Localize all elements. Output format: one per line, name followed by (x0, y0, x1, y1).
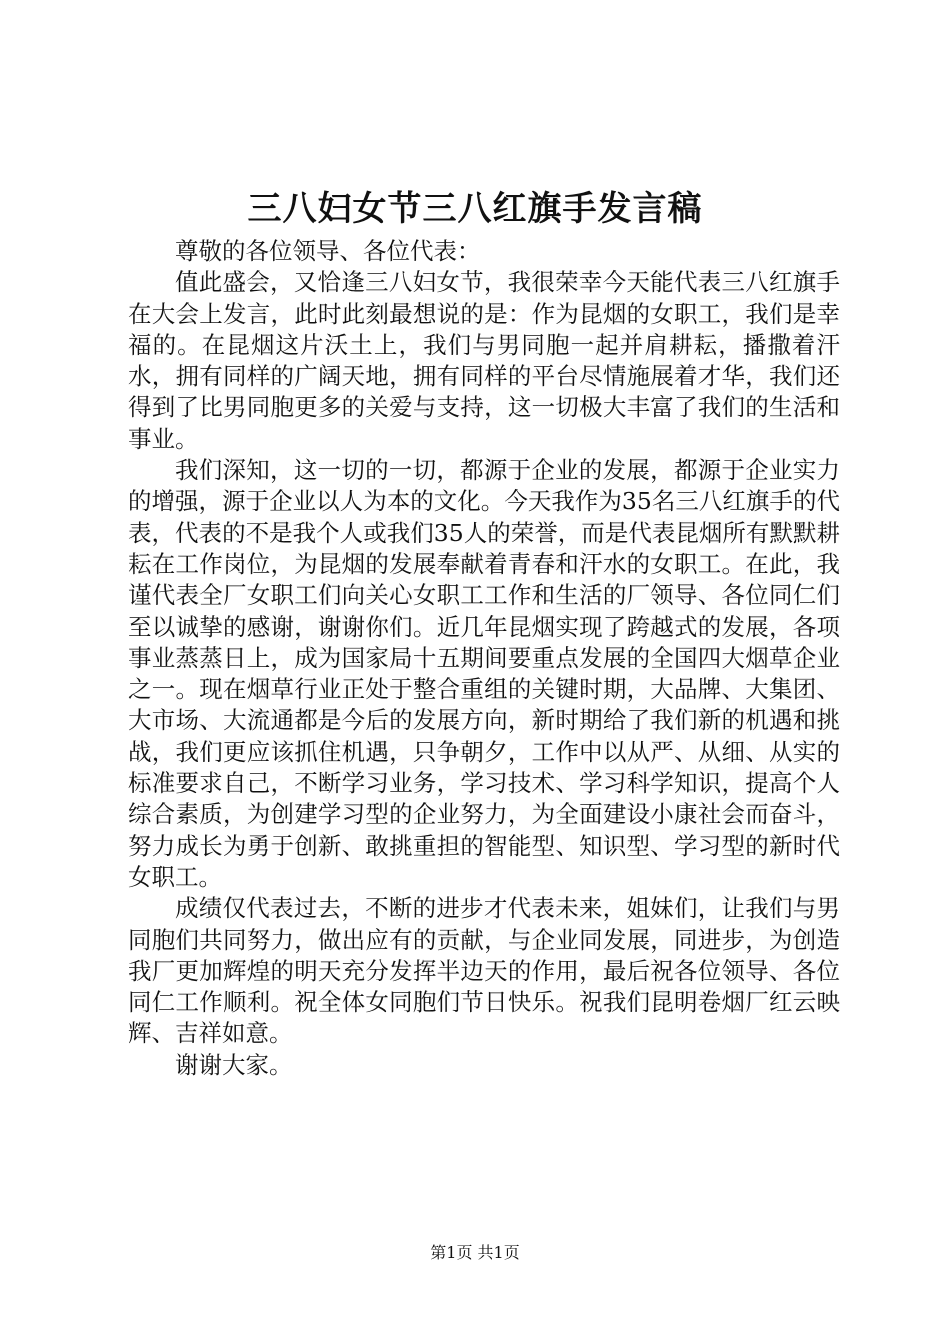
document-body (128, 236, 840, 1081)
page-footer: 第1页 共1页 (430, 1243, 520, 1262)
body-paragraph: 值此盛会，又恰逢三八妇女节，我很荣幸今天能代表三八红旗手在大会上发言，此时此刻最想说的是：作为昆烟的女职工，我们是幸福的。在昆烟这片沃土上，我们与男同胞一起并肩耕耘，播撒着汗水，拥有同样的广阔天地，拥有同样的平台尽情施展着才华，我们还得到了比男同胞更多的关爱与支持，这一切极大丰富了我们的生活和事业。 (128, 268, 840, 453)
salutation-paragraph: 尊敬的各位领导、各位代表： (175, 237, 481, 265)
body-paragraph: 成绩仅代表过去，不断的进步才代表未来，姐妹们，让我们与男同胞们共同努力，做出应有的贡献，与企业同发展，同进步，为创造我厂更加辉煌的明天充分发挥半边天的作用，最后祝各位领导、各位同仁工作顺利。祝全体女同胞们节日快乐。祝我们昆明卷烟厂红云映辉、吉祥如意。 (128, 894, 840, 1048)
closing-paragraph: 谢谢大家。 (175, 1050, 293, 1079)
body-paragraph: 我们深知，这一切的一切，都源于企业的发展，都源于企业实力的增强，源于企业以人为本的文化。今天我作为35名三八红旗手的代表，代表的不是我个人或我们35人的荣誉，而是代表昆烟所有默默耕耘在工作岗位，为昆烟的发展奉献着青春和汗水的女职工。在此，我谨代表全厂女职工们向关心女职工工作和生活的厂领导、各位同仁们至以诚挚的感谢，谢谢你们。近几年昆烟实现了跨越式的发展，各项事业蒸蒸日上，成为国家局十五期间要重点发展的全国四大烟草企业之一。现在烟草行业正处于整合重组的关键时期，大品牌、大集团、大市场、大流通都是今后的发展方向，新时期给了我们新的机遇和挑战，我们更应该抓住机遇，只争朝夕，工作中以从严、从细、从实的标准要求自己，不断学习业务，学习技术、学习科学知识，提高个人综合素质，为创建学习型的企业努力，为全面建设小康社会而奋斗，努力成长为勇于创新、敢挑重担的智能型、知识型、学习型的新时代女职工。 (128, 456, 840, 891)
document-title: 三八妇女节三八红旗手发言稿 (247, 189, 703, 229)
